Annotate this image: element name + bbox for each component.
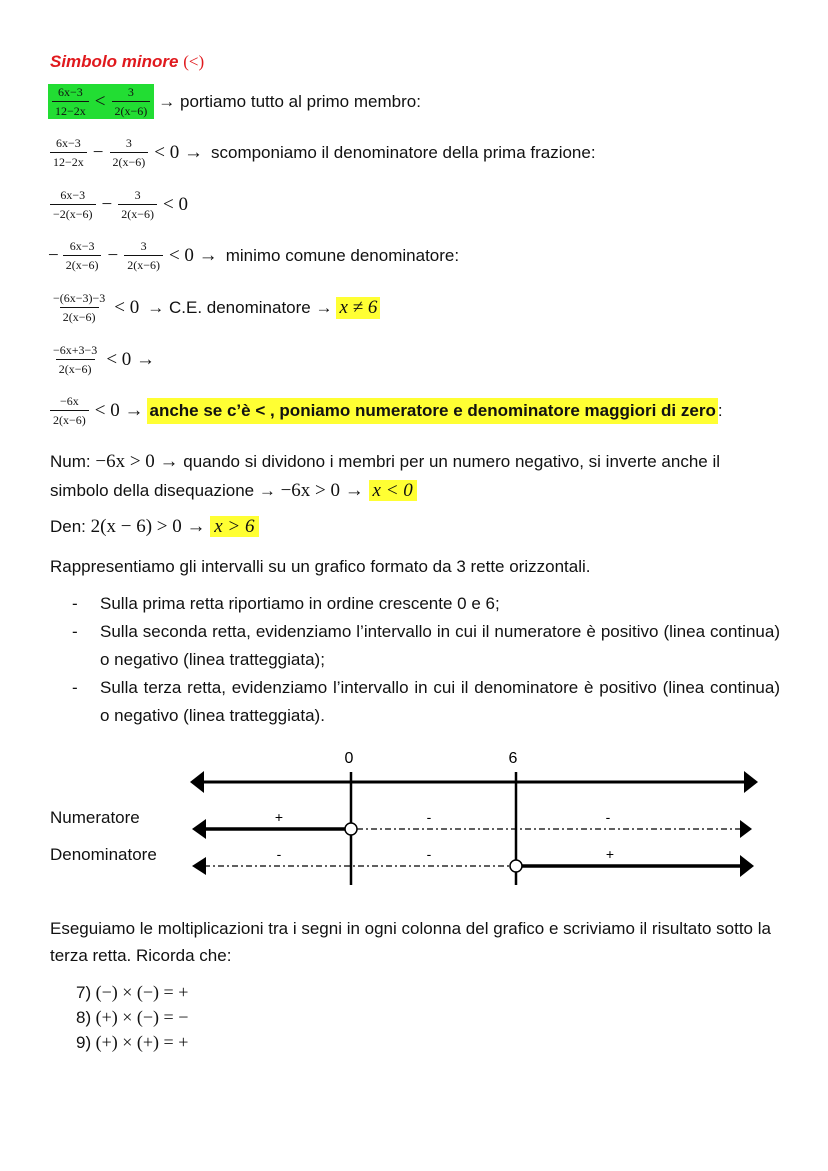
operator: −	[101, 193, 113, 215]
denominator: 2(x−6)	[124, 255, 163, 271]
num-solution-highlight: x < 0	[369, 480, 417, 501]
sign-rules	[76, 980, 188, 1055]
numerator: 6x−3	[58, 85, 83, 99]
list-dash: -	[72, 594, 78, 613]
fraction	[63, 240, 102, 271]
fraction	[112, 86, 151, 117]
den-inequality: 2(x − 6) > 0 →	[90, 516, 206, 537]
step-4	[48, 240, 459, 271]
num-label: Num:	[50, 452, 91, 471]
numerator-sign-2: -	[426, 809, 432, 825]
denominator-sign-2: -	[426, 846, 432, 862]
numerator: −6x+3−3	[53, 343, 98, 357]
left-arrow-icon	[192, 819, 206, 839]
title-text: Simbolo minore	[50, 52, 179, 71]
left-arrow-icon	[190, 771, 204, 793]
list-item	[72, 618, 780, 674]
list-text: Sulla seconda retta, evidenziamo l’intervallo in cui il numeratore è positivo (linea continua) o negativo (linea tratteggiata);	[100, 622, 780, 669]
instruction-list	[72, 590, 780, 730]
denominator: 2(x−6)	[63, 255, 102, 271]
fraction	[52, 86, 89, 117]
rule-expression: (+) × (−) = −	[95, 1007, 189, 1027]
outro-paragraph: Eseguiamo le moltiplicazioni tra i segni in ogni colonna del grafico e scriviamo il risultato sotto la terza retta. Ricorda che:	[50, 919, 771, 965]
row-label-numerator: Numeratore	[50, 808, 140, 827]
denominator: −2(x−6)	[50, 204, 96, 220]
rule-number: 8)	[76, 1008, 92, 1027]
relation: < 0 →	[94, 399, 144, 421]
rule-expression: (+) × (+) = +	[95, 1032, 189, 1052]
denominator: 12−2x	[50, 152, 87, 168]
denominator-sign-3: +	[605, 846, 615, 862]
tick-label-6: 6	[508, 750, 518, 767]
list-item	[72, 674, 780, 730]
denominator-line	[192, 855, 754, 877]
open-point-6	[510, 860, 522, 872]
note-highlight: anche se c’è < , poniamo numeratore e denominatore maggiori di zero	[147, 398, 717, 424]
list-text: Sulla terza retta, evidenziamo l’intervallo in cui il denominatore è positivo (linea continua) o negativo (linea tratteggiata).	[100, 678, 780, 725]
denominator: 2(x−6)	[50, 410, 89, 426]
rule-item	[76, 1005, 188, 1030]
numerator: 3	[125, 136, 132, 150]
fraction	[118, 189, 157, 220]
fraction	[50, 189, 96, 220]
step-6	[48, 344, 159, 375]
den-solution-highlight: x > 6	[210, 516, 258, 537]
section-title	[50, 52, 204, 72]
list-dash: -	[72, 622, 78, 641]
open-point-0	[345, 823, 357, 835]
fraction	[50, 344, 100, 375]
step-1	[48, 84, 421, 119]
right-arrow-icon	[744, 771, 758, 793]
numerator-sign-3: -	[605, 809, 611, 825]
num-text: quando si dividono i membri per un numero negativo, si inverte anche il	[183, 452, 721, 471]
numerator: 6x−3	[60, 188, 86, 202]
rule-item	[76, 980, 188, 1005]
note-tail: :	[717, 400, 723, 420]
relation: < 0	[163, 193, 188, 215]
numerator: 6x−3	[69, 239, 95, 253]
row-label-denominator: Denominatore	[50, 845, 157, 864]
relation: < 0	[114, 296, 140, 318]
numerator-paragraph	[50, 448, 780, 504]
denominator: 2(x−6)	[110, 152, 149, 168]
denominator-paragraph	[50, 513, 780, 540]
relation: < 0 →	[106, 348, 156, 370]
operator: −	[107, 244, 119, 266]
numerator: 3	[140, 239, 147, 253]
step-text: scomponiamo il denominatore della prima frazione:	[210, 142, 596, 162]
num-inequality-2: −6x > 0 →	[280, 480, 364, 501]
fraction	[50, 292, 108, 323]
denominator-sign-1: -	[276, 846, 282, 862]
relation: < 0 →	[154, 141, 203, 163]
numerator-line	[192, 819, 752, 839]
list-dash: -	[72, 678, 78, 697]
step-3	[48, 189, 192, 220]
condition-highlight: x ≠ 6	[336, 297, 380, 319]
numerator: 6x−3	[56, 136, 81, 150]
leading-sign: −	[48, 244, 59, 266]
den-label: Den:	[50, 517, 86, 536]
step-5	[48, 292, 380, 323]
step-text: → C.E. denominatore →	[147, 297, 333, 317]
denominator: 12−2x	[52, 101, 89, 117]
fraction	[110, 137, 149, 168]
fraction	[50, 395, 89, 426]
step-text: minimo comune denominatore:	[225, 245, 460, 265]
denominator: 2(x−6)	[56, 359, 95, 375]
title-symbol: (<)	[183, 52, 205, 71]
numerator-sign-1: +	[274, 809, 284, 825]
rule-number: 7)	[76, 983, 92, 1002]
step-text: → portiamo tutto al primo membro:	[158, 91, 421, 111]
right-arrow-icon	[740, 855, 754, 877]
highlighted-inequality	[48, 84, 154, 119]
operator: −	[92, 141, 104, 163]
fraction	[50, 137, 87, 168]
numerator: 3	[127, 85, 134, 99]
num-inequality: −6x > 0 →	[95, 451, 179, 472]
list-text: Sulla prima retta riportiamo in ordine crescente 0 e 6;	[100, 594, 500, 613]
rule-expression: (−) × (−) = +	[95, 982, 189, 1002]
denominator: 2(x−6)	[60, 307, 99, 323]
denominator: 2(x−6)	[112, 101, 151, 117]
tick-label-0: 0	[344, 750, 354, 767]
operator: <	[94, 90, 106, 112]
fraction	[124, 240, 163, 271]
step-2	[48, 137, 596, 168]
numerator: −(6x−3)−3	[53, 291, 106, 305]
numerator: 3	[134, 188, 141, 202]
denominator: 2(x−6)	[118, 204, 157, 220]
numerator: −6x	[59, 394, 79, 408]
axis-line	[190, 771, 758, 793]
list-item	[72, 590, 780, 618]
intro-paragraph: Rappresentiamo gli intervalli su un grafico formato da 3 rette orizzontali.	[50, 557, 591, 576]
left-arrow-icon	[192, 857, 206, 875]
rule-number: 9)	[76, 1033, 92, 1052]
rule-item	[76, 1030, 188, 1055]
step-7	[48, 395, 723, 426]
num-text-2: simbolo della disequazione →	[50, 481, 276, 500]
relation: < 0 →	[168, 244, 218, 266]
right-arrow-icon	[740, 820, 752, 838]
